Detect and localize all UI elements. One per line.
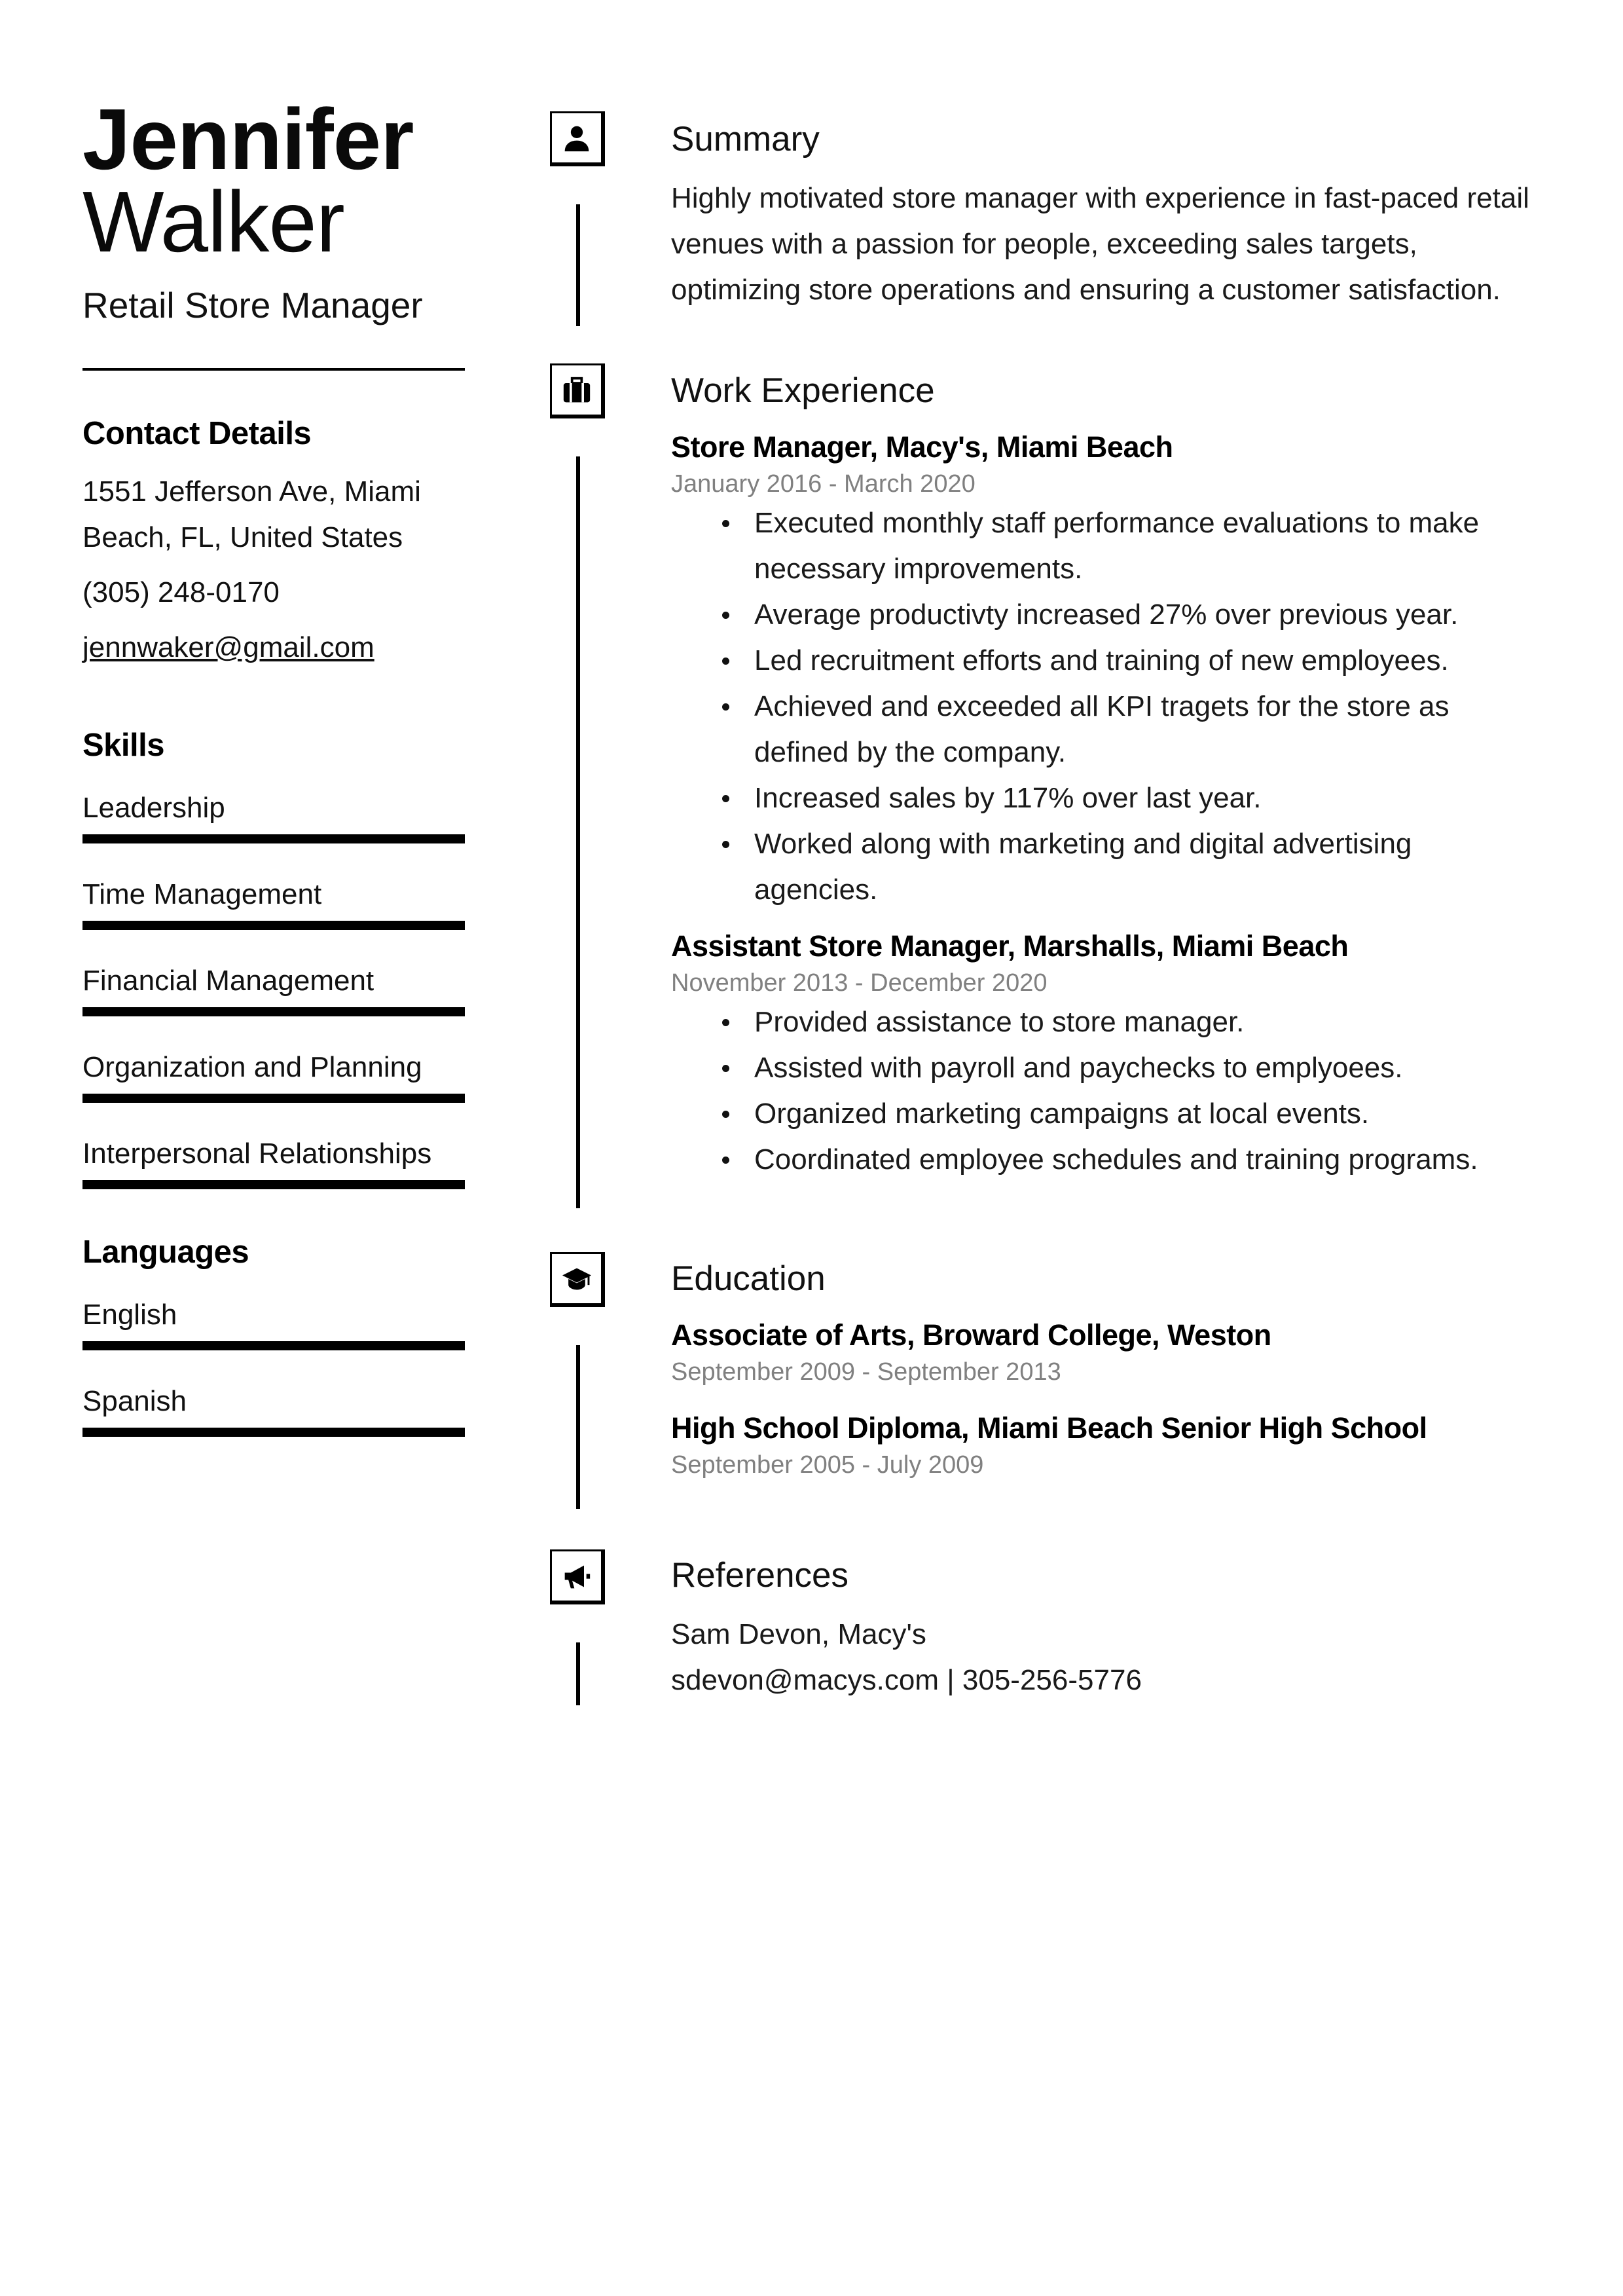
skill-item [82, 1049, 465, 1103]
languages-list [82, 1297, 465, 1437]
job-bullet: Average productivty increased 27% over previous year. [671, 592, 1542, 638]
experience-title: Work Experience [671, 371, 935, 410]
skill-level-bar [82, 1180, 465, 1189]
skill-label: Financial Management [82, 965, 374, 997]
skill-level-fill [82, 1007, 465, 1016]
job-bullet: Coordinated employee schedules and training programs. [671, 1137, 1542, 1183]
education-title: Education [671, 1259, 826, 1298]
education-dates: September 2005 - July 2009 [671, 1451, 984, 1479]
language-item [82, 1383, 465, 1437]
education-entry [671, 1315, 1542, 1388]
timeline-line [576, 456, 580, 1208]
job-heading: Store Manager, Macy's, Miami Beach [671, 430, 1173, 464]
skill-level-bar [82, 834, 465, 843]
language-label: English [82, 1299, 177, 1331]
skill-level-bar [82, 921, 465, 930]
language-level-bar [82, 1341, 465, 1350]
language-level-fill [82, 1341, 465, 1350]
skill-item [82, 963, 465, 1016]
contact-address: 1551 Jefferson Ave, Miami Beach, FL, United States [82, 475, 421, 553]
skill-level-fill [82, 1180, 465, 1189]
megaphone-icon [550, 1549, 605, 1604]
skill-level-fill [82, 921, 465, 930]
skill-level-bar [82, 1094, 465, 1103]
job-bullet: Provided assistance to store manager. [671, 999, 1542, 1045]
summary-text: Highly motivated store manager with experience in fast-paced retail venues with a passion for people, exceeding sales targets, optimizing store operations and ensuring a customer satisfaction. [671, 182, 1529, 306]
skill-level-fill [82, 1094, 465, 1103]
skill-label: Interpersonal Relationships [82, 1138, 432, 1170]
job-bullet: Assisted with payroll and paychecks to emplyoees. [671, 1045, 1542, 1091]
references-title: References [671, 1556, 849, 1595]
education-dates: September 2009 - September 2013 [671, 1358, 1061, 1386]
first-name: Jennifer [82, 91, 414, 187]
skill-item [82, 876, 465, 930]
education-entry [671, 1408, 1542, 1481]
skills-heading: Skills [82, 728, 165, 763]
timeline-line [576, 204, 580, 326]
language-label: Spanish [82, 1385, 187, 1417]
references-section [671, 1553, 1542, 1703]
job-title: Retail Store Manager [82, 285, 423, 325]
timeline-line [576, 1345, 580, 1509]
candidate-name [82, 91, 465, 270]
contact-phone: (305) 248-0170 [82, 576, 280, 608]
job-bullet: Organized marketing campaigns at local events. [671, 1091, 1542, 1137]
job-bullet: Worked along with marketing and digital advertising agencies. [671, 821, 1542, 913]
divider [82, 368, 465, 371]
skill-label: Time Management [82, 878, 322, 910]
timeline-line [576, 1642, 580, 1705]
skill-label: Organization and Planning [82, 1051, 422, 1083]
reference-contact: sdevon@macys.com | 305-256-5776 [671, 1664, 1142, 1696]
job-dates: January 2016 - March 2020 [671, 470, 976, 498]
summary-section [671, 117, 1542, 313]
job-entry [671, 926, 1542, 1183]
briefcase-icon [550, 363, 605, 418]
job-bullet: Led recruitment efforts and training of new employees. [671, 638, 1542, 684]
skill-item [82, 790, 465, 843]
language-level-fill [82, 1428, 465, 1437]
contact-heading: Contact Details [82, 416, 312, 451]
skill-level-bar [82, 1007, 465, 1016]
job-bullet: Increased sales by 117% over last year. [671, 775, 1542, 821]
skills-list [82, 790, 465, 1189]
summary-title: Summary [671, 120, 820, 158]
job-dates: November 2013 - December 2020 [671, 969, 1048, 997]
job-bullet: Achieved and exceeded all KPI tragets for the store as defined by the company. [671, 684, 1542, 775]
reference-name: Sam Devon, Macy's [671, 1618, 926, 1650]
skill-label: Leadership [82, 792, 225, 824]
skill-level-fill [82, 834, 465, 843]
sidebar [82, 91, 465, 1437]
language-level-bar [82, 1428, 465, 1437]
graduation-cap-icon [550, 1252, 605, 1307]
experience-section [671, 368, 1542, 1183]
job-entry [671, 427, 1542, 913]
skill-item [82, 1136, 465, 1189]
languages-heading: Languages [82, 1234, 249, 1270]
job-bullets [671, 999, 1542, 1183]
language-item [82, 1297, 465, 1350]
contact-email-link[interactable]: jennwaker@gmail.com [82, 631, 374, 663]
person-icon [550, 111, 605, 166]
job-heading: Assistant Store Manager, Marshalls, Miami Beach [671, 929, 1349, 963]
last-name: Walker [82, 174, 344, 270]
job-bullet: Executed monthly staff performance evaluations to make necessary improvements. [671, 500, 1542, 592]
education-section [671, 1256, 1542, 1481]
education-heading: Associate of Arts, Broward College, Weston [671, 1318, 1271, 1352]
education-heading: High School Diploma, Miami Beach Senior High School [671, 1411, 1427, 1445]
job-bullets [671, 500, 1542, 913]
